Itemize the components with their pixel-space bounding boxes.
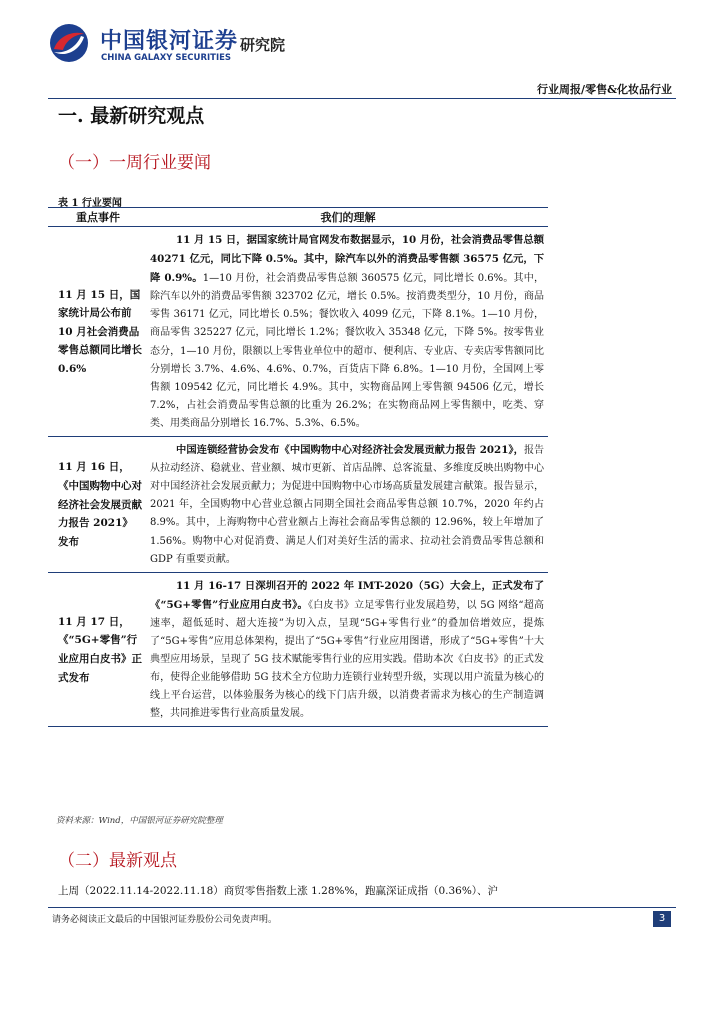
section-title: 一. 最新研究观点 bbox=[58, 105, 205, 127]
logo-english-name: CHINA GALAXY SECURITIES bbox=[101, 53, 232, 63]
understanding-cell bbox=[148, 437, 548, 573]
table-header-row bbox=[48, 208, 548, 227]
institute-name: 研究院 bbox=[240, 36, 286, 54]
understanding-body: 《白皮书》立足零售行业发展趋势，以 5G 网络“超高速率，超低延时、超大连接”为切入点，呈现“5G+零售行业”的叠加倍增效应，提炼了“5G+零售”应用总体架构，提出了“5G+零售”行业应用图谱，形成了“5G+零售”十大典型应用场景，呈现了 5G 技术赋能零售行业的应用实践。借助本次《白皮书》的正式发布，使得企业能够借助 5G 技术全方位助力连锁行业转型升级，实现以用户流量为核心的线上平台运营，以体验服务为核心的线下门店升级，以消费者需求为核心的生产制造调整，共同推进零售行业高质量发展。 bbox=[150, 599, 544, 720]
table-row bbox=[48, 572, 548, 727]
table-row bbox=[48, 437, 548, 573]
event-cell: 11 月 16 日，《中国购物中心对经济社会发展贡献力报告 2021》发布 bbox=[48, 437, 148, 573]
understanding-cell bbox=[148, 227, 548, 437]
subsection-title-latest-views: （二）最新观点 bbox=[58, 851, 177, 871]
understanding-cell bbox=[148, 572, 548, 727]
understanding-lead: 11 月 15 日，据国家统计局官网发布数据显示，10 月份，社会消费品零售总额 40271 亿元，同比下降 0.5%。其中，除汽车以外的消费品零售额 36575 亿元，下降 0.9%。 bbox=[150, 234, 544, 285]
understanding-body: 报告从拉动经济、稳就业、营业额、城市更新、首店品牌、总客流量、多维度反映出购物中心对中国经济社会发展贡献力；为促进中国购物中心市场高质量发展建言献策。报告显示，2021 年，全国购物中心营业总额占同期全国社会商品零售总额 10.7%，2020 年约占 8.9%。其中，上海购物中心营业额占上海社会商品零售总额的 12.96%，较上年增加了 1.56%。购物中心对促消费、满足人们对美好生活的需求、拉动社会消费品零售总额和 GDP 有重要贡献。 bbox=[150, 445, 545, 565]
subsection-title-industry-news: （一）一周行业要闻 bbox=[58, 153, 211, 173]
page-number: 3 bbox=[653, 911, 671, 927]
report-category-tag: 行业周报/零售&化妆品行业 bbox=[537, 83, 672, 96]
understanding-lead: 11 月 16-17 日深圳召开的 2022 年 IMT-2020（5G）大会上，正式发布了《“5G+零售”行业应用白皮书》。 bbox=[150, 579, 544, 611]
table-source-note: 资料来源：Wind，中国银河证券研究院整理 bbox=[56, 816, 223, 826]
event-cell: 11 月 17 日，《“5G+零售”行业应用白皮书》正式发布 bbox=[48, 572, 148, 727]
footer-divider bbox=[48, 907, 676, 908]
logo-chinese-name: 中国银河证券 bbox=[100, 29, 239, 54]
galaxy-logo-icon bbox=[48, 22, 90, 64]
event-cell: 11 月 15 日，国家统计局公布前 10 月社会消费品零售总额同比增长 0.6% bbox=[48, 227, 148, 437]
column-header-understanding: 我们的理解 bbox=[148, 208, 548, 227]
footer-disclaimer: 请务必阅读正文最后的中国银河证券股份公司免责声明。 bbox=[52, 915, 278, 925]
understanding-lead: 中国连锁经营协会发布《中国购物中心对经济社会发展贡献力报告 2021》， bbox=[176, 444, 524, 457]
column-header-event: 重点事件 bbox=[48, 208, 148, 227]
industry-news-table bbox=[48, 207, 548, 727]
table-caption: 表 1 行业要闻 bbox=[58, 198, 122, 209]
header-divider bbox=[48, 98, 676, 99]
understanding-body: 1—10 月份，社会消费品零售总额 360575 亿元，同比增长 0.6%。其中，除汽车以外的消费品零售额 323702 亿元，增长 0.5%。按消费类型分，10 月份，商品零售 36171 亿元，同比增长 0.5%；餐饮收入 4099 亿元，下降 8.1%。1—10 月份，商品零售 325227 亿元，同比增长 1.2%；餐饮收入 35348 亿元，下降 5%。按零售业态分，1—10 月份，限额以上零售业单位中的超市、便利店、专业店、专卖店零售额同比分别增长 3.7%、4.6%、4.6%、0.7%，百货店下降 6.8%。1—10 月份，全国网上零售额 109542 亿元，同比增长 4.9%。其中，实物商品网上零售额 94506 亿元，增长 7.2%，占社会消费品零售总额的比重为 26.2%；在实物商品网上零售额中，吃类、穿类、用类商品分别增长 16.7%、5.3%、6.5%。 bbox=[150, 273, 544, 429]
body-paragraph: 上周（2022.11.14-2022.11.18）商贸零售指数上涨 1.28%%，跑赢深证成指（0.36%）、沪 bbox=[58, 885, 499, 897]
table-row bbox=[48, 227, 548, 437]
